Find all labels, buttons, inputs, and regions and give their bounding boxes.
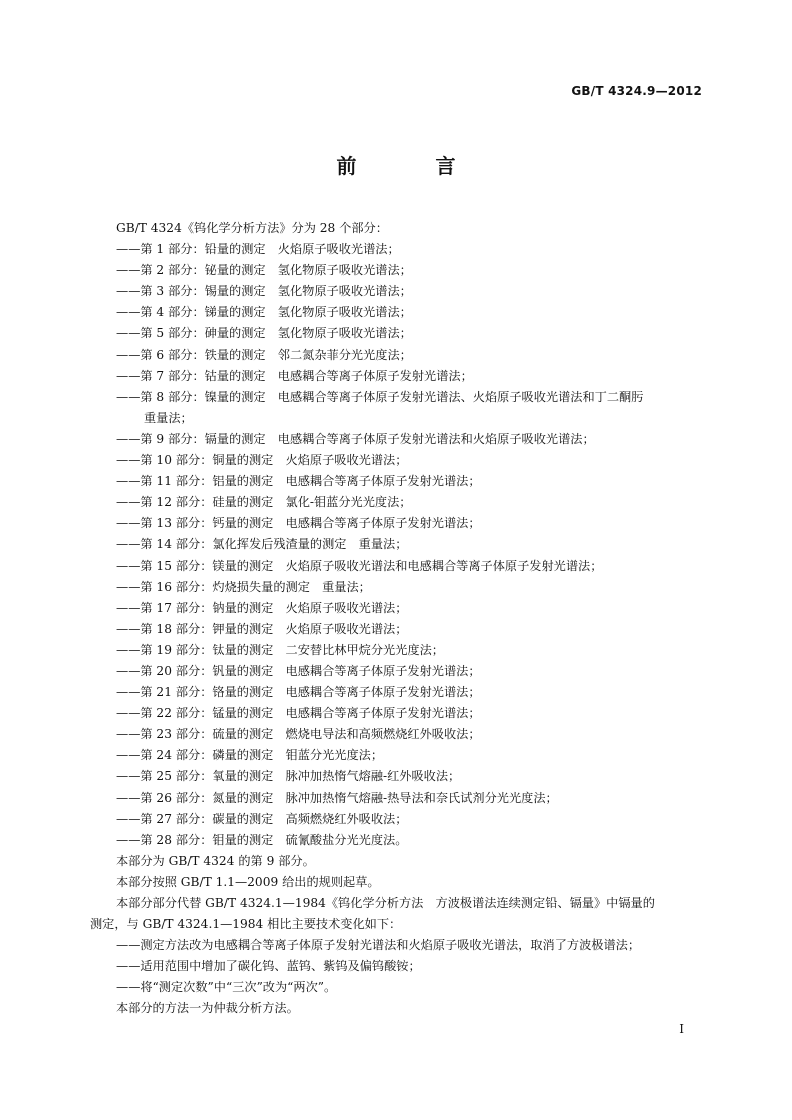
- part-item: ——第 7 部分：钴量的测定 电感耦合等离子体原子发射光谱法；: [116, 368, 473, 383]
- intro-line: GB/T 4324《钨化学分析方法》分为 28 个部分：: [116, 221, 388, 235]
- part-item: ——第 10 部分：铜量的测定 火焰原子吸收光谱法；: [116, 453, 408, 468]
- part-item: ——第 24 部分：磷量的测定 钼蓝分光光度法；: [116, 748, 384, 763]
- part-item: ——第 25 部分：氧量的测定 脉冲加热惰气熔融-红外吸收法；: [116, 769, 461, 784]
- part-item: ——第 9 部分：镉量的测定 电感耦合等离子体原子发射光谱法和火焰原子吸收光谱法；: [116, 431, 595, 446]
- part-item: ——第 20 部分：钒量的测定 电感耦合等离子体原子发射光谱法；: [116, 663, 481, 678]
- part-item: ——第 22 部分：锰量的测定 电感耦合等离子体原子发射光谱法；: [116, 706, 481, 721]
- part-item: ——第 11 部分：铝量的测定 电感耦合等离子体原子发射光谱法；: [116, 474, 481, 489]
- part-item: ——第 21 部分：铬量的测定 电感耦合等离子体原子发射光谱法；: [116, 685, 481, 700]
- part-item: ——第 16 部分：灼烧损失量的测定 重量法；: [116, 579, 371, 594]
- part-item: ——第 14 部分：氯化挥发后残渣量的测定 重量法；: [116, 537, 408, 552]
- part-item: ——第 27 部分：碳量的测定 高频燃烧红外吸收法；: [116, 811, 408, 826]
- part-item: ——第 28 部分：钼量的测定 硫氰酸盐分光光度法。: [116, 832, 408, 847]
- note-line: 本部分的方法一为仲裁分析方法。: [116, 1001, 299, 1016]
- standard-code: GB/T 4324.9—2012: [571, 84, 702, 98]
- part-item: ——第 4 部分：锑量的测定 氢化物原子吸收光谱法；: [116, 305, 412, 320]
- part-item: ——第 26 部分：氮量的测定 脉冲加热惰气熔融-热导法和奈氏试剂分光光度法；: [116, 790, 558, 805]
- change-item: ——适用范围中增加了碳化钨、蓝钨、紫钨及偏钨酸铵；: [116, 959, 421, 974]
- change-item: ——将“测定次数”中“三次”改为“两次”。: [116, 980, 337, 995]
- part-item: ——第 1 部分：铅量的测定 火焰原子吸收光谱法；: [116, 242, 400, 257]
- part-item: ——第 17 部分：钠量的测定 火焰原子吸收光谱法；: [116, 600, 408, 615]
- part-item: ——第 5 部分：砷量的测定 氢化物原子吸收光谱法；: [116, 326, 412, 341]
- part-item: ——第 19 部分：钛量的测定 二安替比林甲烷分光光度法；: [116, 642, 444, 657]
- part-item: ——第 12 部分：硅量的测定 氯化-钼蓝分光光度法；: [116, 495, 412, 510]
- part-item: ——第 15 部分：镁量的测定 火焰原子吸收光谱法和电感耦合等离子体原子发射光谱法；: [116, 558, 603, 573]
- part-item: ——第 18 部分：钾量的测定 火焰原子吸收光谱法；: [116, 621, 408, 636]
- part-item: ——第 2 部分：铋量的测定 氢化物原子吸收光谱法；: [116, 263, 412, 278]
- part-item: ——第 23 部分：硫量的测定 燃烧电导法和高频燃烧红外吸收法；: [116, 727, 481, 742]
- part-item-continuation: 重量法；: [144, 410, 193, 425]
- part-item: ——第 8 部分：镍量的测定 电感耦合等离子体原子发射光谱法、火焰原子吸收光谱法和丁二酮肟: [116, 389, 644, 404]
- part-item: ——第 13 部分：钙量的测定 电感耦合等离子体原子发射光谱法；: [116, 516, 481, 531]
- note-line: 本部分部分代替 GB/T 4324.1—1984《钨化学分析方法 方波极谱法连续测定铅、镉量》中镉量的: [116, 896, 655, 910]
- note-line-continuation: 测定，与 GB/T 4324.1—1984 相比主要技术变化如下：: [90, 917, 402, 932]
- page-number: I: [679, 1022, 684, 1036]
- part-item: ——第 6 部分：铁量的测定 邻二氮杂菲分光光度法；: [116, 347, 412, 362]
- change-item: ——测定方法改为电感耦合等离子体原子发射光谱法和火焰原子吸收光谱法，取消了方波极谱法；: [116, 938, 641, 953]
- foreword-body: [90, 218, 705, 1020]
- page-title: 前 言: [336, 154, 492, 178]
- part-item: ——第 3 部分：锡量的测定 氢化物原子吸收光谱法；: [116, 284, 412, 299]
- note-line: 本部分为 GB/T 4324 的第 9 部分。: [116, 853, 315, 868]
- note-line: 本部分按照 GB/T 1.1—2009 给出的规则起草。: [116, 874, 380, 889]
